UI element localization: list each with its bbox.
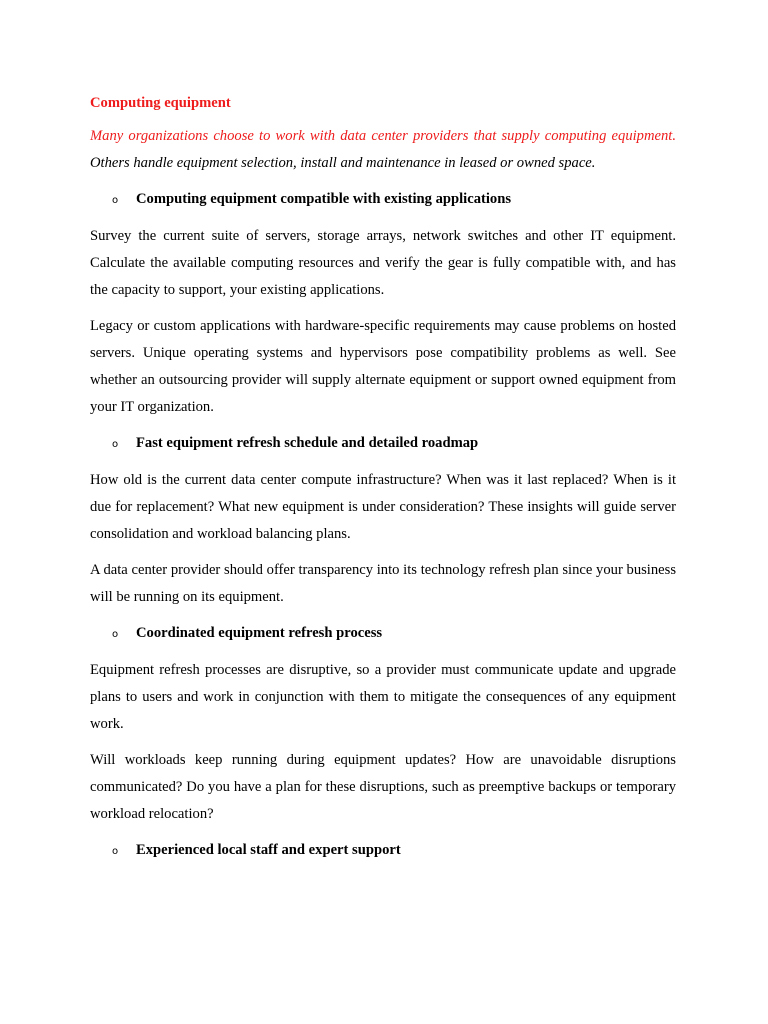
body-paragraph: How old is the current data center compute infrastructure? When was it last replaced? When is it due for replacement? What new equipment is under consideration? These insights will guide server consolidation and workload balancing plans. [90, 472, 676, 542]
bullet-circle-icon: o [112, 439, 119, 450]
intro-paragraph [90, 123, 676, 177]
body-paragraph: Legacy or custom applications with hardware-specific requirements may cause problems on hosted servers. Unique operating systems and hypervisors pose compatibility problems as well. See whether an outsourcing provider will supply alternate equipment or support owned equipment from your IT organization. [90, 318, 676, 415]
section-heading-text: Computing equipment compatible with existing applications [136, 191, 512, 207]
body-paragraph: A data center provider should offer transparency into its technology refresh plan since your business will be running on its equipment. [90, 562, 676, 605]
bullet-circle-icon: o [112, 629, 119, 640]
body-paragraph: Equipment refresh processes are disruptive, so a provider must communicate update and upgrade plans to users and work in conjunction with them to mitigate the consequences of any equipment work. [90, 662, 676, 732]
bullet-circle-icon: o [112, 195, 119, 206]
section-heading-local-staff [90, 837, 676, 865]
intro-highlight-text: Many organizations choose to work with data center providers that supply computing equipment. [90, 128, 676, 144]
section-heading-refresh-schedule [90, 430, 676, 458]
section-heading-text: Fast equipment refresh schedule and detailed roadmap [136, 435, 479, 451]
section-heading-text: Experienced local staff and expert support [136, 842, 401, 858]
section-heading-refresh-process [90, 620, 676, 648]
intro-body-text: Others handle equipment selection, install and maintenance in leased or owned space. [90, 155, 596, 171]
document-title: Computing equipment [90, 95, 231, 111]
bullet-circle-icon: o [112, 846, 119, 857]
body-paragraph: Will workloads keep running during equipment updates? How are unavoidable disruptions communicated? Do you have a plan for these disruptions, such as preemptive backups or temporary workload relocation? [90, 752, 676, 822]
section-heading-text: Coordinated equipment refresh process [136, 625, 383, 641]
body-paragraph: Survey the current suite of servers, storage arrays, network switches and other IT equipment. Calculate the available computing resources and verify the gear is fully compatible with, and has the capacity to support, your existing applications. [90, 228, 676, 298]
document-page [90, 92, 676, 874]
section-heading-compatibility [90, 186, 676, 214]
